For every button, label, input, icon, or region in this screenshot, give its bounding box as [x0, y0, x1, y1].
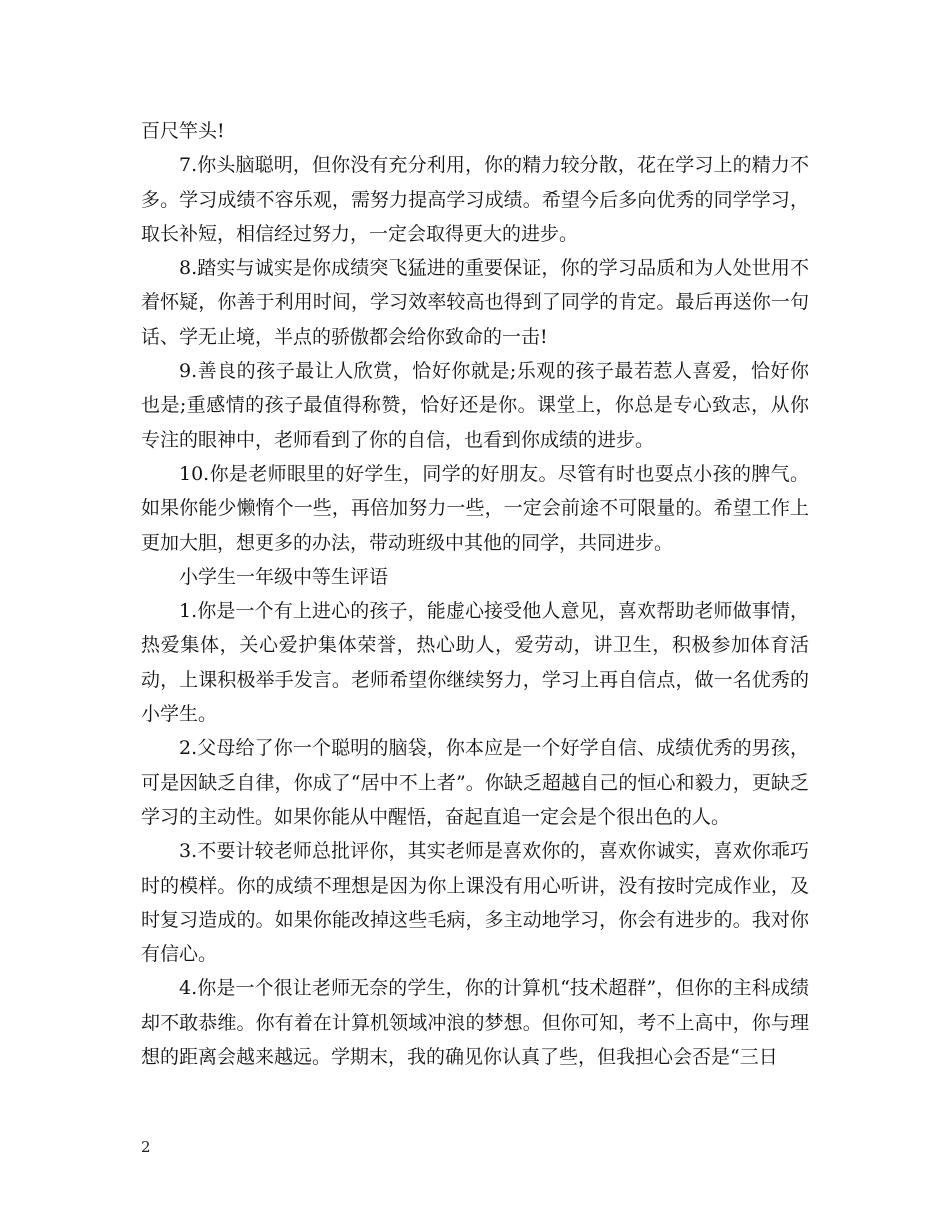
paragraph-comment-1: 1.你是一个有上进心的孩子，能虚心接受他人意见，喜欢帮助老师做事情，热爱集体，关心爱护集体荣誉，热心助人，爱劳动，讲卫生，积极参加体育活动，上课积极举手发言。老师希望你继续努力，学习上再自信点，做一名优秀的小学生。 — [141, 600, 809, 726]
paragraph-comment-10: 10.你是老师眼里的好学生，同学的好朋友。尽管有时也耍点小孩的脾气。如果你能少懒惰个一些，再倍加努力一些，一定会前途不可限量的。希望工作上更加大胆，想更多的办法，带动班级中其他的同学，共同进步。 — [141, 462, 809, 554]
paragraph-comment-8: 8.踏实与诚实是你成绩突飞猛进的重要保证，你的学习品质和为人处世用不着怀疑，你善于利用时间，学习效率较高也得到了同学的肯定。最后再送你一句话、学无止境，半点的骄傲都会给你致命的一击! — [141, 257, 809, 348]
paragraph-comment-3: 3.不要计较老师总批评你，其实老师是喜欢你的，喜欢你诚实，喜欢你乖巧时的模样。你的成绩不理想是因为你上课没有用心听讲，没有按时完成作业，及时复习造成的。如果你能改掉这些毛病，多主动地学习，你会有进步的。我对你有信心。 — [141, 840, 809, 966]
page-number: 2 — [141, 1138, 151, 1156]
section-heading: 小学生一年级中等生评语 — [179, 565, 389, 588]
paragraph-continuation: 百尺竿头! — [141, 120, 225, 142]
paragraph-comment-9: 9.善良的孩子最让人欣赏，恰好你就是;乐观的孩子最若惹人喜爱，恰好你也是;重感情的孩子最值得称赞，恰好还是你。课堂上，你总是专心致志，从你专注的眼神中，老师看到了你的自信，也看到你成绩的进步。 — [141, 360, 809, 451]
paragraph-comment-2: 2.父母给了你一个聪明的脑袋，你本应是一个好学自信、成绩优秀的男孩，可是因缺乏自律，你成了“居中不上者”。你缺乏超越自己的恒心和毅力，更缺乏学习的主动性。如果你能从中醒悟，奋起直追一定会是个很出色的人。 — [141, 737, 809, 828]
page-body — [141, 114, 809, 1074]
paragraph-comment-4: 4.你是一个很让老师无奈的学生，你的计算机“技术超群”，但你的主科成绩却不敢恭维。你有着在计算机领域冲浪的梦想。但你可知，考不上高中，你与理想的距离会越来越远。学期末，我的确见你认真了些，但我担心会否是“三日 — [141, 977, 809, 1069]
paragraph-comment-7: 7.你头脑聪明，但你没有充分利用，你的精力较分散，花在学习上的精力不多。学习成绩不容乐观，需努力提高学习成绩。希望今后多向优秀的同学学习，取长补短，相信经过努力，一定会取得更大的进步。 — [141, 154, 809, 245]
